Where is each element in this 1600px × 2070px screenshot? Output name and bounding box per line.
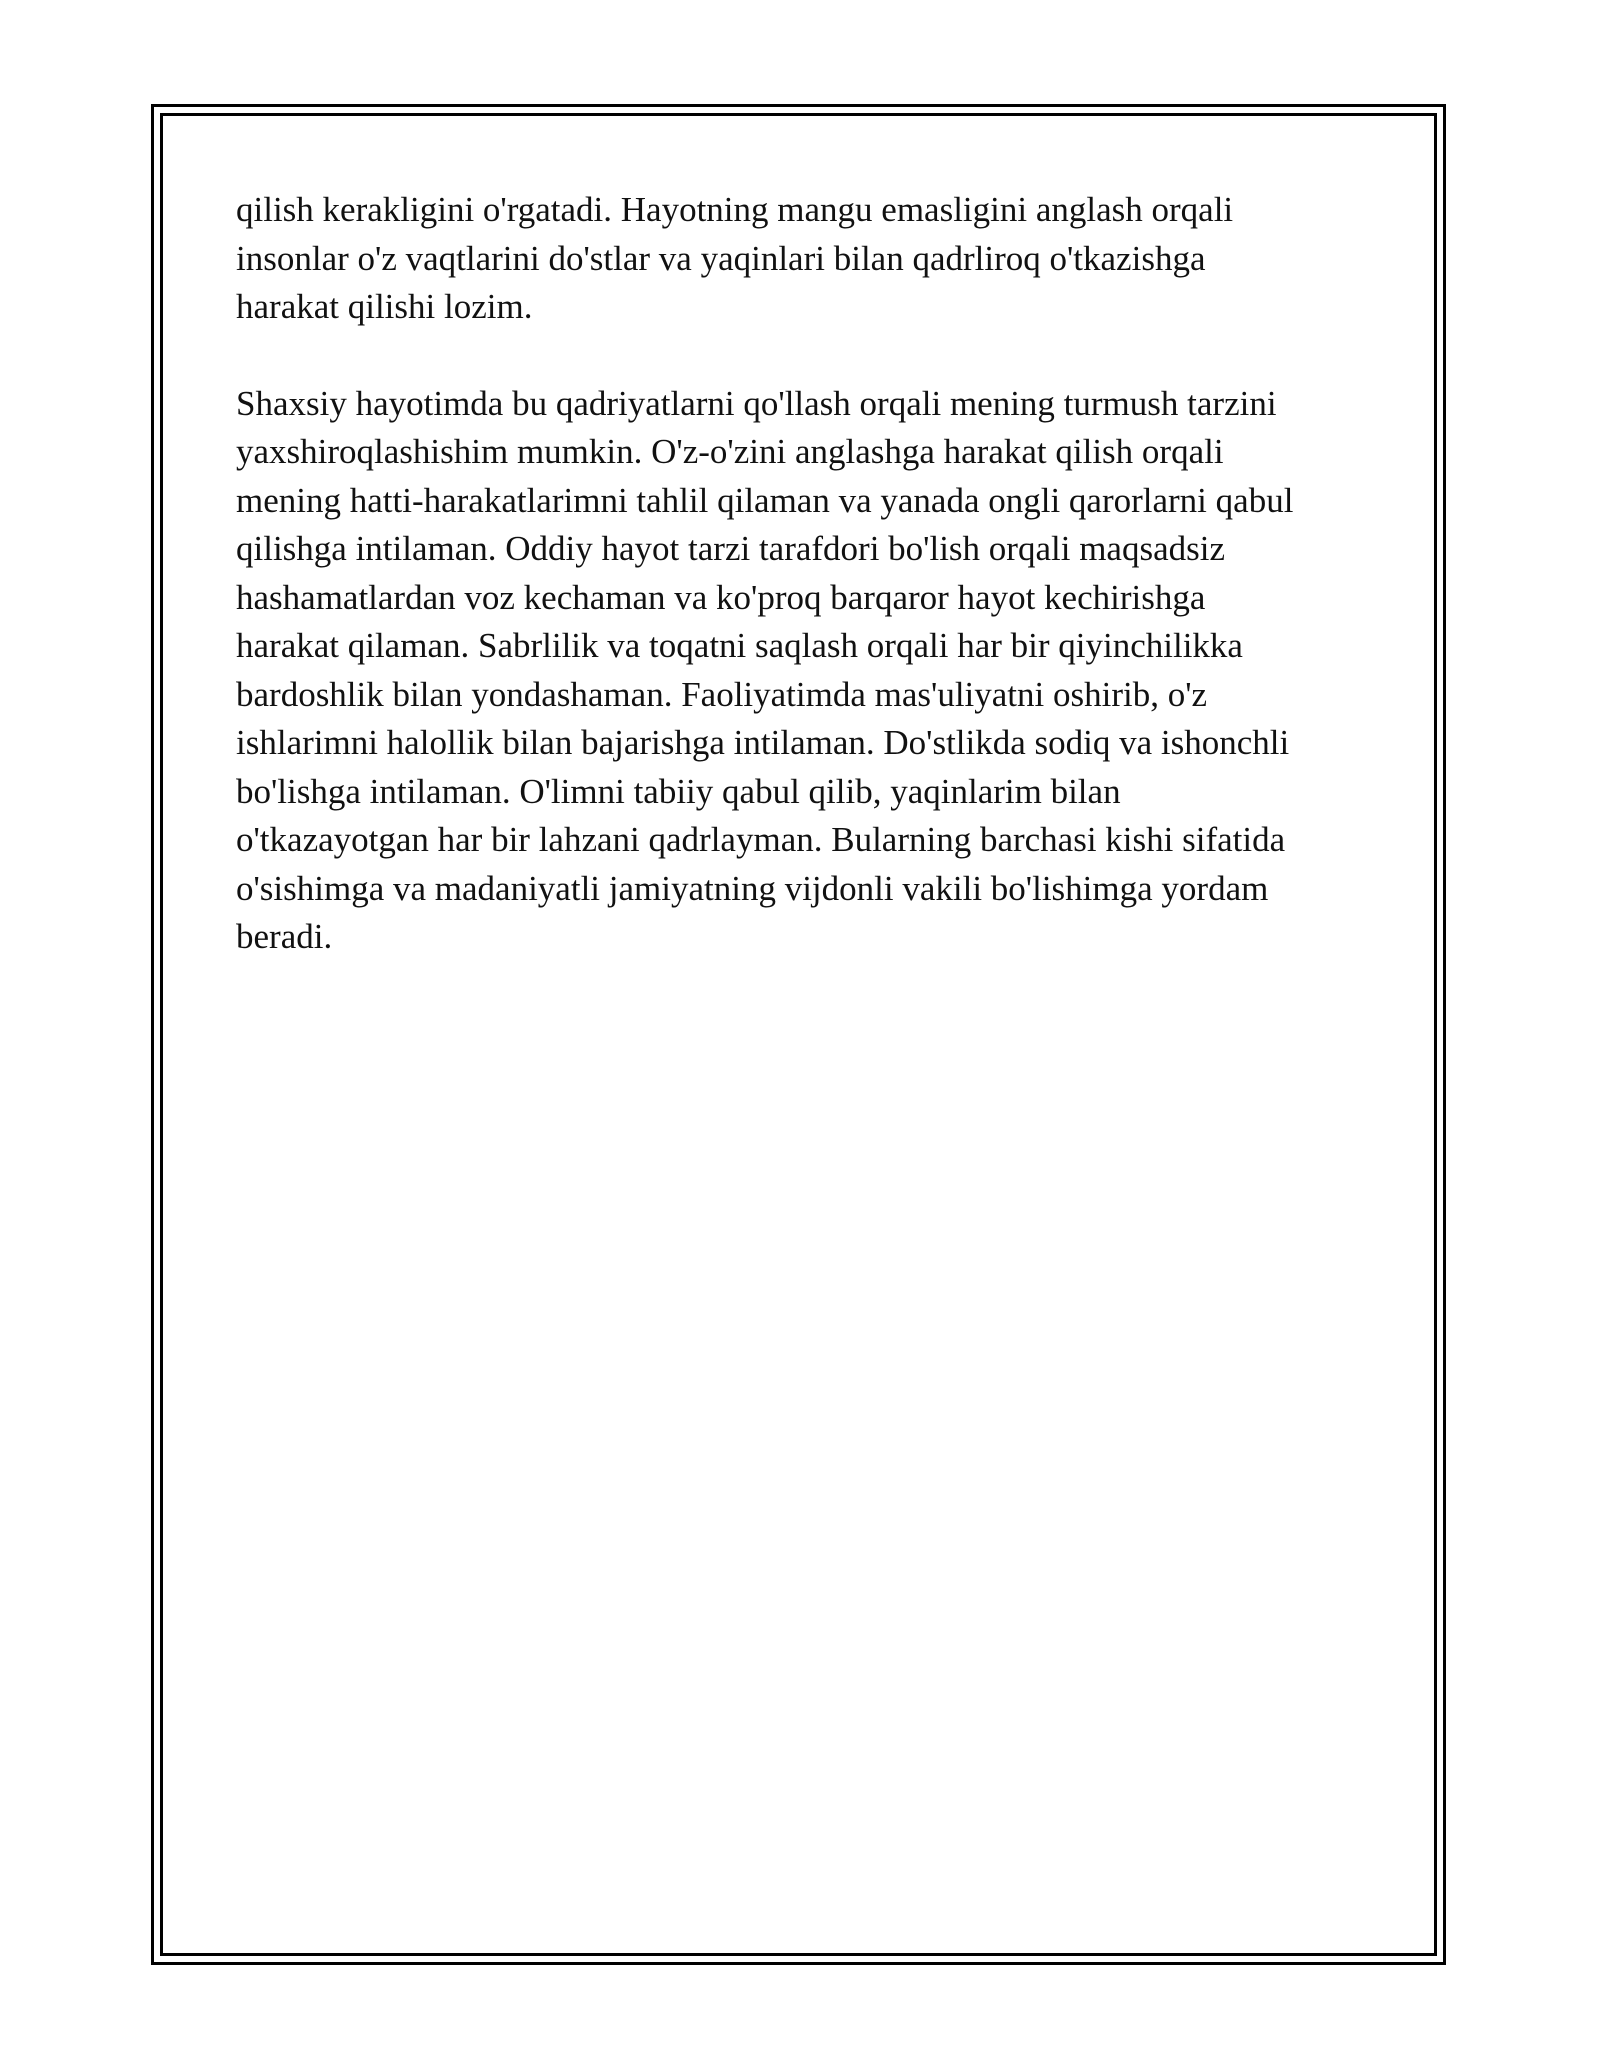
paragraph-2 [236,380,1366,962]
text-line: qilish kerakligini o'rgatadi. Hayotning mangu emasligini anglash orqali [236,190,1234,229]
text-line: ishlarimni halollik bilan bajarishga intilaman. Do'stlikda sodiq va ishonchli [236,723,1290,762]
text-line: o'tkazayotgan har bir lahzani qadrlayman. Bularning barchasi kishi sifatida [236,820,1286,859]
text-line: mening hatti-harakatlarimni tahlil qilaman va yanada ongli qarorlarni qabul [236,480,1294,520]
text-line: bardoshlik bilan yondashaman. Faoliyatimda mas'uliyatni oshirib, o'z [236,674,1208,714]
document-body [236,186,1366,1010]
text-line: hashamatlardan voz kechaman va ko'proq barqaror hayot kechirishga [236,577,1206,617]
text-line: harakat qilishi lozim. [236,287,533,326]
text-line: Shaxsiy hayotimda bu qadriyatlarni qo'llash orqali mening turmush tarzini [236,383,1277,423]
text-line: bo'lishga intilaman. O'limni tabiiy qabul qilib, yaqinlarim bilan [236,771,1121,811]
text-line: insonlar o'z vaqtlarini do'stlar va yaqinlari bilan qadrliroq o'tkazishga [236,238,1206,278]
text-line: beradi. [236,917,333,956]
text-line: harakat qilaman. Sabrlilik va toqatni saqlash orqali har bir qiyinchilikka [236,626,1243,665]
text-line: yaxshiroqlashishim mumkin. O'z-o'zini anglashga harakat qilish orqali [236,432,1224,471]
text-line: o'sishimga va madaniyatli jamiyatning vijdonli vakili bo'lishimga yordam [236,868,1269,908]
paragraph-1 [236,186,1366,332]
text-line: qilishga intilaman. Oddiy hayot tarzi tarafdori bo'lish orqali maqsadsiz [236,529,1225,568]
